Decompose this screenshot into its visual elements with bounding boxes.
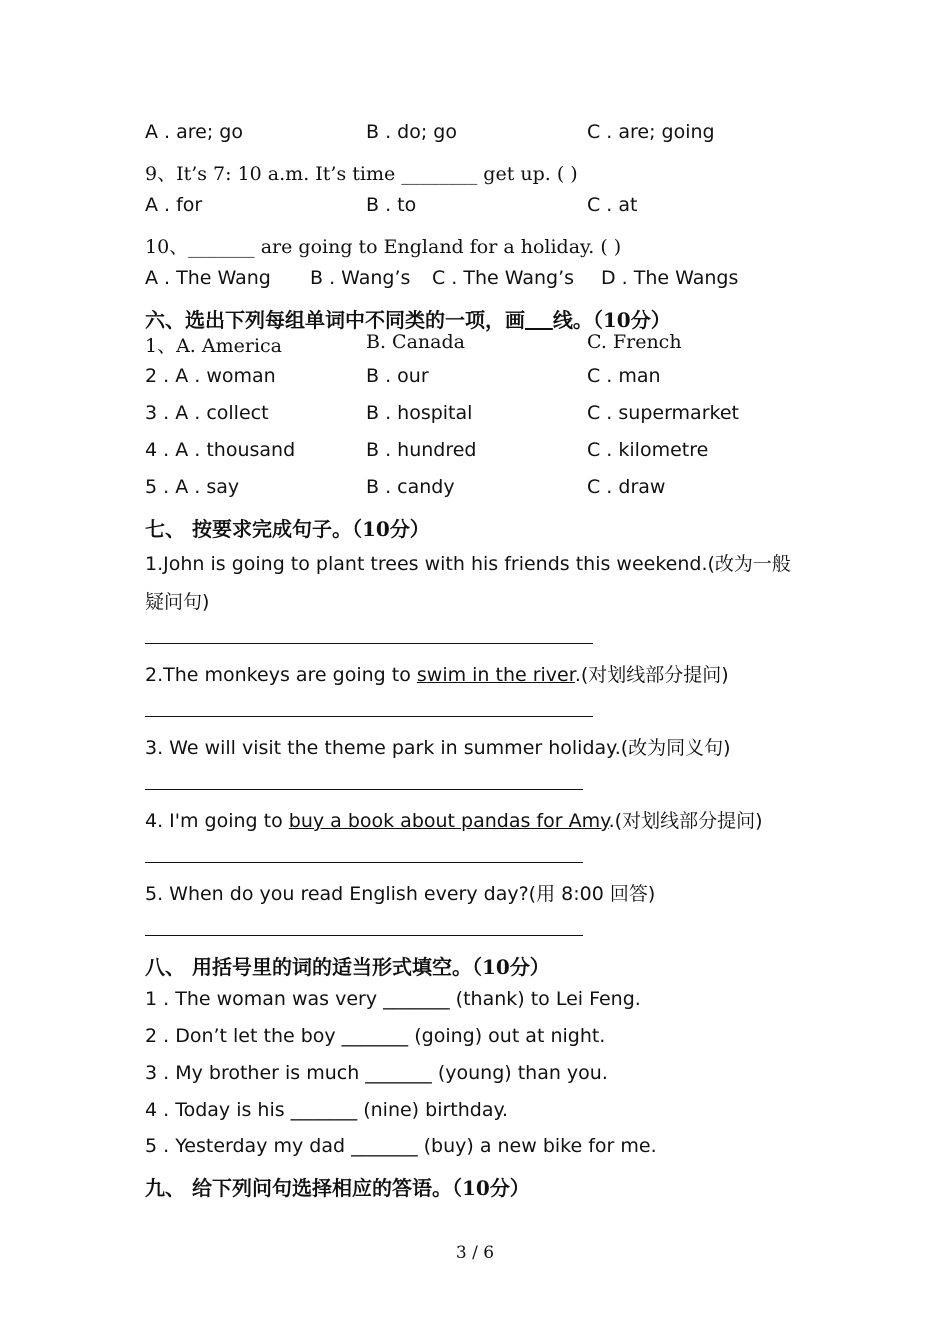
q9-option-c: C . at [587, 194, 638, 216]
s8-item-1: 1 . The woman was very _______ (thank) to Lei Feng. [145, 988, 641, 1010]
q9-option-a: A . for [145, 194, 203, 216]
section8-title: 八、 用括号里的词的适当形式填空。（10分） [145, 955, 550, 979]
q10-question: 10、_______ are going to England for a holiday. ( ) [145, 236, 622, 258]
s6-row4-c: C . kilometre [587, 439, 709, 461]
s6-row3-a: 3 . A . collect [145, 402, 269, 424]
s7-q3-answer-line [145, 789, 583, 790]
section7-title: 七、 按要求完成句子。（10分） [145, 517, 430, 541]
s6-row2-c: C . man [587, 365, 661, 387]
s7-q4: 4. I'm going to buy a book about pandas for Amy.(对划线部分提问) [145, 810, 763, 832]
s7-q5-answer-line [145, 935, 583, 936]
s6-row2-b: B . our [366, 365, 429, 387]
s6-row5-b: B . candy [366, 476, 455, 498]
s7-q2-answer-line [145, 716, 593, 717]
q9-option-b: B . to [366, 194, 417, 216]
page-number: 3 / 6 [455, 1243, 495, 1263]
s6-row1-c: C. French [587, 331, 682, 353]
s7-q4-answer-line [145, 862, 583, 863]
q8-option-a: A . are; go [145, 121, 243, 143]
section6-title: 六、选出下列每组单词中不同类的一项，画 线。（10分） [145, 308, 671, 332]
q10-option-d: D . The Wangs [601, 267, 739, 289]
s8-item-2: 2 . Don’t let the boy _______ (going) out at night. [145, 1025, 606, 1047]
s8-item-5: 5 . Yesterday my dad _______ (buy) a new bike for me. [145, 1135, 657, 1157]
s6-row1-b: B. Canada [366, 331, 465, 353]
s7-q3: 3. We will visit the theme park in summer holiday.(改为同义句) [145, 737, 731, 759]
s7-q1-line2: 疑问句) [145, 591, 210, 613]
s7-q5: 5. When do you read English every day?(用 8:00 回答) [145, 883, 656, 905]
s6-row5-c: C . draw [587, 476, 666, 498]
s6-row3-b: B . hospital [366, 402, 473, 424]
q8-option-c: C . are; going [587, 121, 715, 143]
s6-row1-a: 1、A. America [145, 335, 282, 357]
q10-option-b: B . Wang’s [310, 267, 411, 289]
s6-row4-a: 4 . A . thousand [145, 439, 296, 461]
s6-row3-c: C . supermarket [587, 402, 739, 424]
q9-question: 9、It’s 7: 10 a.m. It’s time ________ get up. ( ) [145, 163, 578, 185]
q10-option-c: C . The Wang’s [432, 267, 575, 289]
s8-item-3: 3 . My brother is much _______ (young) than you. [145, 1062, 608, 1084]
s7-q1-answer-line [145, 643, 593, 644]
s6-row5-a: 5 . A . say [145, 476, 240, 498]
s7-q2: 2.The monkeys are going to swim in the river.(对划线部分提问) [145, 664, 729, 686]
q10-option-a: A . The Wang [145, 267, 271, 289]
s8-item-4: 4 . Today is his _______ (nine) birthday. [145, 1099, 509, 1121]
section9-title: 九、 给下列问句选择相应的答语。（10分） [145, 1176, 530, 1200]
s7-q1-line1: 1.John is going to plant trees with his friends this weekend.(改为一般 [145, 553, 791, 575]
s6-row2-a: 2 . A . woman [145, 365, 276, 387]
q8-option-b: B . do; go [366, 121, 457, 143]
s6-row4-b: B . hundred [366, 439, 477, 461]
